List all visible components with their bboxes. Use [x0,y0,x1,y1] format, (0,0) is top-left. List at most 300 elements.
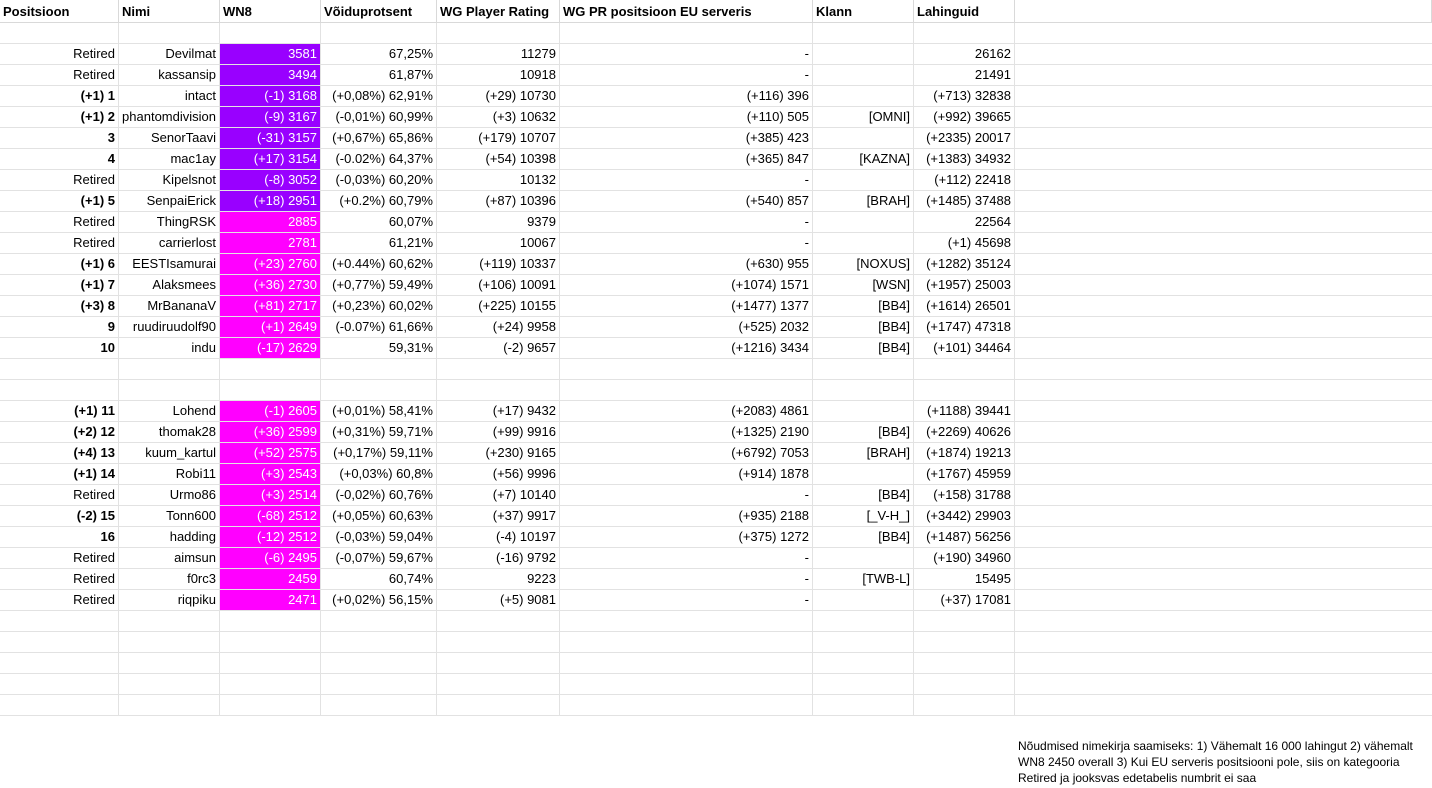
cell-empty[interactable] [321,23,437,43]
cell-win-rate[interactable]: (-0.02%) 64,37% [321,149,437,169]
cell-position[interactable]: (+2) 12 [0,422,119,442]
cell-empty[interactable] [437,359,560,379]
cell-win-rate[interactable]: (-0,03%) 60,20% [321,170,437,190]
cell-clan[interactable]: [BB4] [813,317,914,337]
cell-empty[interactable] [321,653,437,673]
cell-empty[interactable] [0,653,119,673]
cell-empty[interactable] [119,359,220,379]
cell-position[interactable]: Retired [0,569,119,589]
cell-clan[interactable] [813,65,914,85]
cell-win-rate[interactable]: (+0,01%) 58,41% [321,401,437,421]
cell-empty[interactable] [1015,527,1432,547]
cell-empty[interactable] [0,380,119,400]
cell-empty[interactable] [813,23,914,43]
cell-player-rating[interactable]: (+24) 9958 [437,317,560,337]
cell-clan[interactable] [813,128,914,148]
cell-name[interactable]: Robi11 [119,464,220,484]
cell-eu-position[interactable]: (+2083) 4861 [560,401,813,421]
cell-position[interactable]: Retired [0,170,119,190]
cell-clan[interactable]: [BRAH] [813,443,914,463]
cell-eu-position[interactable]: (+365) 847 [560,149,813,169]
cell-empty[interactable] [119,611,220,631]
cell-wn8[interactable]: 2781 [220,233,321,253]
cell-empty[interactable] [914,632,1015,652]
cell-empty[interactable] [914,611,1015,631]
cell-position[interactable]: (+1) 1 [0,86,119,106]
cell-wn8[interactable]: (-9) 3167 [220,107,321,127]
cell-empty[interactable] [1015,86,1432,106]
cell-win-rate[interactable]: (-0,01%) 60,99% [321,107,437,127]
cell-empty[interactable] [119,674,220,694]
cell-empty[interactable] [0,674,119,694]
cell-name[interactable]: phantomdivision [119,107,220,127]
cell-empty[interactable] [1015,170,1432,190]
cell-empty[interactable] [220,380,321,400]
cell-wn8[interactable]: (-8) 3052 [220,170,321,190]
cell-eu-position[interactable]: - [560,590,813,610]
cell-empty[interactable] [321,611,437,631]
cell-wn8[interactable]: 2471 [220,590,321,610]
header-klann[interactable]: Klann [813,0,914,22]
cell-wn8[interactable]: (+36) 2599 [220,422,321,442]
cell-empty[interactable] [1015,65,1432,85]
cell-clan[interactable]: [TWB-L] [813,569,914,589]
cell-empty[interactable] [1015,191,1432,211]
cell-wn8[interactable]: (+36) 2730 [220,275,321,295]
cell-empty[interactable] [1015,212,1432,232]
cell-player-rating[interactable]: (+87) 10396 [437,191,560,211]
cell-empty[interactable] [1015,44,1432,64]
cell-position[interactable]: Retired [0,65,119,85]
cell-wn8[interactable]: (+1) 2649 [220,317,321,337]
cell-position[interactable]: (+1) 2 [0,107,119,127]
cell-position[interactable]: 16 [0,527,119,547]
cell-position[interactable]: (+3) 8 [0,296,119,316]
cell-empty[interactable] [560,611,813,631]
cell-empty[interactable] [1015,485,1432,505]
cell-empty[interactable] [1015,506,1432,526]
cell-clan[interactable]: [WSN] [813,275,914,295]
cell-position[interactable]: 3 [0,128,119,148]
cell-empty[interactable] [1015,401,1432,421]
cell-empty[interactable] [1015,611,1432,631]
cell-wn8[interactable]: (-1) 3168 [220,86,321,106]
cell-position[interactable]: (-2) 15 [0,506,119,526]
cell-clan[interactable]: [BB4] [813,296,914,316]
cell-empty[interactable] [1015,464,1432,484]
cell-empty[interactable] [0,611,119,631]
cell-empty[interactable] [560,23,813,43]
cell-empty[interactable] [321,380,437,400]
cell-empty[interactable] [437,632,560,652]
cell-battles[interactable]: (+1874) 19213 [914,443,1015,463]
cell-name[interactable]: ThingRSK [119,212,220,232]
cell-clan[interactable]: [_V-H_] [813,506,914,526]
cell-position[interactable]: (+1) 11 [0,401,119,421]
header-nimi[interactable]: Nimi [119,0,220,22]
cell-battles[interactable]: (+713) 32838 [914,86,1015,106]
cell-eu-position[interactable]: - [560,212,813,232]
cell-empty[interactable] [560,380,813,400]
cell-empty[interactable] [560,695,813,715]
cell-win-rate[interactable]: (+0.2%) 60,79% [321,191,437,211]
cell-empty[interactable] [220,23,321,43]
cell-empty[interactable] [437,674,560,694]
cell-empty[interactable] [119,23,220,43]
cell-position[interactable]: 10 [0,338,119,358]
cell-empty[interactable] [1015,443,1432,463]
cell-win-rate[interactable]: 59,31% [321,338,437,358]
cell-empty[interactable] [813,695,914,715]
cell-name[interactable]: mac1ay [119,149,220,169]
cell-empty[interactable] [1015,233,1432,253]
cell-win-rate[interactable]: 60,74% [321,569,437,589]
cell-empty[interactable] [0,632,119,652]
cell-battles[interactable]: (+1487) 56256 [914,527,1015,547]
cell-empty[interactable] [560,632,813,652]
cell-clan[interactable]: [BRAH] [813,191,914,211]
cell-battles[interactable]: (+37) 17081 [914,590,1015,610]
cell-battles[interactable]: (+1485) 37488 [914,191,1015,211]
cell-name[interactable]: aimsun [119,548,220,568]
cell-empty[interactable] [813,380,914,400]
cell-win-rate[interactable]: (+0,08%) 62,91% [321,86,437,106]
cell-empty[interactable] [1015,569,1432,589]
cell-eu-position[interactable]: (+1477) 1377 [560,296,813,316]
cell-win-rate[interactable]: (-0,02%) 60,76% [321,485,437,505]
header-wg-pr-positsioon[interactable]: WG PR positsioon EU serveris [560,0,813,22]
cell-empty[interactable] [1015,149,1432,169]
cell-eu-position[interactable]: - [560,548,813,568]
cell-wn8[interactable]: (-17) 2629 [220,338,321,358]
cell-name[interactable]: SenorTaavi [119,128,220,148]
cell-win-rate[interactable]: (+0,03%) 60,8% [321,464,437,484]
cell-win-rate[interactable]: (-0,07%) 59,67% [321,548,437,568]
cell-battles[interactable]: 26162 [914,44,1015,64]
cell-empty[interactable] [220,611,321,631]
cell-battles[interactable]: (+1) 45698 [914,233,1015,253]
header-voiduprotsent[interactable]: Võiduprotsent [321,0,437,22]
cell-position[interactable]: Retired [0,548,119,568]
cell-empty[interactable] [119,380,220,400]
cell-name[interactable]: SenpaiErick [119,191,220,211]
cell-name[interactable]: hadding [119,527,220,547]
cell-empty[interactable] [1015,128,1432,148]
cell-empty[interactable] [813,632,914,652]
cell-empty[interactable] [220,359,321,379]
cell-eu-position[interactable]: (+1216) 3434 [560,338,813,358]
cell-empty[interactable] [1015,548,1432,568]
cell-battles[interactable]: (+2335) 20017 [914,128,1015,148]
cell-win-rate[interactable]: (+0,77%) 59,49% [321,275,437,295]
cell-empty[interactable] [1015,632,1432,652]
cell-player-rating[interactable]: (+37) 9917 [437,506,560,526]
cell-player-rating[interactable]: (+56) 9996 [437,464,560,484]
cell-empty[interactable] [1015,23,1432,43]
cell-empty[interactable] [1015,590,1432,610]
cell-empty[interactable] [914,674,1015,694]
cell-battles[interactable]: 22564 [914,212,1015,232]
cell-position[interactable]: (+1) 7 [0,275,119,295]
cell-wn8[interactable]: 3494 [220,65,321,85]
cell-name[interactable]: Urmo86 [119,485,220,505]
cell-player-rating[interactable]: (+3) 10632 [437,107,560,127]
cell-empty[interactable] [1015,338,1432,358]
cell-position[interactable]: Retired [0,485,119,505]
cell-name[interactable]: Tonn600 [119,506,220,526]
cell-clan[interactable] [813,233,914,253]
cell-eu-position[interactable]: - [560,569,813,589]
cell-eu-position[interactable]: (+6792) 7053 [560,443,813,463]
cell-wn8[interactable]: (+17) 3154 [220,149,321,169]
cell-name[interactable]: thomak28 [119,422,220,442]
cell-eu-position[interactable]: (+630) 955 [560,254,813,274]
cell-win-rate[interactable]: (+0,67%) 65,86% [321,128,437,148]
cell-win-rate[interactable]: (+0,17%) 59,11% [321,443,437,463]
cell-empty[interactable] [321,632,437,652]
cell-empty[interactable] [560,359,813,379]
cell-clan[interactable] [813,401,914,421]
cell-clan[interactable] [813,590,914,610]
cell-win-rate[interactable]: (+0,02%) 56,15% [321,590,437,610]
cell-battles[interactable]: 21491 [914,65,1015,85]
cell-name[interactable]: Kipelsnot [119,170,220,190]
cell-battles[interactable]: (+1747) 47318 [914,317,1015,337]
cell-empty[interactable] [321,359,437,379]
cell-position[interactable]: Retired [0,233,119,253]
cell-wn8[interactable]: (-12) 2512 [220,527,321,547]
cell-empty[interactable] [1015,695,1432,715]
cell-eu-position[interactable]: (+116) 396 [560,86,813,106]
cell-empty[interactable] [813,611,914,631]
cell-wn8[interactable]: (-1) 2605 [220,401,321,421]
cell-win-rate[interactable]: 61,87% [321,65,437,85]
cell-empty[interactable] [1015,653,1432,673]
header-wn8[interactable]: WN8 [220,0,321,22]
cell-clan[interactable] [813,548,914,568]
cell-eu-position[interactable]: - [560,65,813,85]
cell-empty[interactable] [1015,422,1432,442]
cell-position[interactable]: 4 [0,149,119,169]
cell-empty[interactable] [813,653,914,673]
cell-empty[interactable] [1015,317,1432,337]
cell-position[interactable]: Retired [0,44,119,64]
cell-eu-position[interactable]: (+914) 1878 [560,464,813,484]
cell-wn8[interactable]: (-6) 2495 [220,548,321,568]
cell-player-rating[interactable]: 11279 [437,44,560,64]
cell-clan[interactable]: [NOXUS] [813,254,914,274]
cell-wn8[interactable]: 2885 [220,212,321,232]
cell-wn8[interactable]: (-68) 2512 [220,506,321,526]
cell-position[interactable]: 9 [0,317,119,337]
cell-clan[interactable]: [BB4] [813,338,914,358]
cell-empty[interactable] [1015,296,1432,316]
cell-name[interactable]: MrBananaV [119,296,220,316]
cell-win-rate[interactable]: (+0,05%) 60,63% [321,506,437,526]
cell-player-rating[interactable]: (+5) 9081 [437,590,560,610]
cell-name[interactable]: carrierlost [119,233,220,253]
cell-clan[interactable]: [OMNI] [813,107,914,127]
cell-clan[interactable]: [KAZNA] [813,149,914,169]
cell-wn8[interactable]: 3581 [220,44,321,64]
cell-empty[interactable] [119,632,220,652]
cell-position[interactable]: (+4) 13 [0,443,119,463]
cell-empty[interactable] [1015,254,1432,274]
cell-wn8[interactable]: 2459 [220,569,321,589]
cell-empty[interactable] [0,359,119,379]
cell-empty[interactable] [0,695,119,715]
cell-empty[interactable] [437,611,560,631]
cell-win-rate[interactable]: (-0.07%) 61,66% [321,317,437,337]
cell-empty[interactable] [437,653,560,673]
cell-empty[interactable] [437,380,560,400]
cell-eu-position[interactable]: - [560,485,813,505]
cell-player-rating[interactable]: (+54) 10398 [437,149,560,169]
cell-battles[interactable]: (+3442) 29903 [914,506,1015,526]
cell-win-rate[interactable]: (+0,23%) 60,02% [321,296,437,316]
header-empty[interactable] [1015,0,1432,22]
cell-player-rating[interactable]: (+230) 9165 [437,443,560,463]
cell-win-rate[interactable]: (-0,03%) 59,04% [321,527,437,547]
cell-empty[interactable] [321,695,437,715]
cell-wn8[interactable]: (+23) 2760 [220,254,321,274]
cell-empty[interactable] [1015,359,1432,379]
cell-name[interactable]: EESTIsamurai [119,254,220,274]
cell-name[interactable]: kuum_kartul [119,443,220,463]
cell-wn8[interactable]: (+3) 2543 [220,464,321,484]
cell-wn8[interactable]: (-31) 3157 [220,128,321,148]
cell-eu-position[interactable]: (+1325) 2190 [560,422,813,442]
cell-clan[interactable] [813,212,914,232]
cell-battles[interactable]: (+158) 31788 [914,485,1015,505]
cell-empty[interactable] [119,695,220,715]
cell-player-rating[interactable]: (+179) 10707 [437,128,560,148]
cell-clan[interactable] [813,170,914,190]
cell-eu-position[interactable]: - [560,233,813,253]
requirements-note[interactable]: Nõudmised nimekirja saamiseks: 1) Vähemalt 16 000 lahingut 2) vähemalt WN8 2450 overall 3) Kui EU serveris positsiooni pole, siis on kategooria Retired ja jooksvas edetabelis numbrit ei saa [1018,739,1413,785]
cell-eu-position[interactable]: (+375) 1272 [560,527,813,547]
cell-empty[interactable] [560,653,813,673]
cell-empty[interactable] [220,653,321,673]
cell-win-rate[interactable]: (+0,31%) 59,71% [321,422,437,442]
cell-player-rating[interactable]: (-16) 9792 [437,548,560,568]
header-wg-player-rating[interactable]: WG Player Rating [437,0,560,22]
cell-win-rate[interactable]: (+0.44%) 60,62% [321,254,437,274]
cell-player-rating[interactable]: (+119) 10337 [437,254,560,274]
cell-wn8[interactable]: (+52) 2575 [220,443,321,463]
cell-battles[interactable]: (+992) 39665 [914,107,1015,127]
cell-battles[interactable]: (+1767) 45959 [914,464,1015,484]
cell-position[interactable]: Retired [0,590,119,610]
cell-empty[interactable] [914,695,1015,715]
cell-name[interactable]: riqpiku [119,590,220,610]
cell-clan[interactable] [813,86,914,106]
cell-clan[interactable]: [BB4] [813,527,914,547]
cell-name[interactable]: Devilmat [119,44,220,64]
cell-empty[interactable] [813,674,914,694]
cell-player-rating[interactable]: (+106) 10091 [437,275,560,295]
cell-eu-position[interactable]: (+1074) 1571 [560,275,813,295]
cell-name[interactable]: indu [119,338,220,358]
cell-name[interactable]: kassansip [119,65,220,85]
cell-empty[interactable] [0,23,119,43]
cell-empty[interactable] [119,653,220,673]
cell-player-rating[interactable]: 10918 [437,65,560,85]
cell-battles[interactable]: (+1383) 34932 [914,149,1015,169]
cell-clan[interactable] [813,464,914,484]
cell-position[interactable]: (+1) 14 [0,464,119,484]
cell-empty[interactable] [1015,674,1432,694]
cell-empty[interactable] [813,359,914,379]
cell-player-rating[interactable]: (-2) 9657 [437,338,560,358]
cell-wn8[interactable]: (+18) 2951 [220,191,321,211]
cell-player-rating[interactable]: 9223 [437,569,560,589]
cell-battles[interactable]: (+1282) 35124 [914,254,1015,274]
cell-clan[interactable] [813,44,914,64]
header-positsioon[interactable]: Positsioon [0,0,119,22]
cell-wn8[interactable]: (+81) 2717 [220,296,321,316]
cell-clan[interactable]: [BB4] [813,422,914,442]
cell-wn8[interactable]: (+3) 2514 [220,485,321,505]
cell-battles[interactable]: (+2269) 40626 [914,422,1015,442]
cell-empty[interactable] [437,695,560,715]
cell-empty[interactable] [914,23,1015,43]
header-lahinguid[interactable]: Lahinguid [914,0,1015,22]
cell-battles[interactable]: (+1188) 39441 [914,401,1015,421]
cell-name[interactable]: Alaksmees [119,275,220,295]
cell-player-rating[interactable]: (+225) 10155 [437,296,560,316]
cell-eu-position[interactable]: (+525) 2032 [560,317,813,337]
cell-name[interactable]: ruudiruudolf90 [119,317,220,337]
cell-empty[interactable] [1015,380,1432,400]
cell-eu-position[interactable]: (+385) 423 [560,128,813,148]
cell-name[interactable]: f0rc3 [119,569,220,589]
cell-eu-position[interactable]: (+935) 2188 [560,506,813,526]
cell-clan[interactable]: [BB4] [813,485,914,505]
cell-player-rating[interactable]: (+29) 10730 [437,86,560,106]
cell-position[interactable]: (+1) 6 [0,254,119,274]
cell-win-rate[interactable]: 60,07% [321,212,437,232]
cell-empty[interactable] [914,653,1015,673]
cell-battles[interactable]: (+112) 22418 [914,170,1015,190]
cell-player-rating[interactable]: 10067 [437,233,560,253]
cell-empty[interactable] [1015,107,1432,127]
cell-position[interactable]: (+1) 5 [0,191,119,211]
cell-player-rating[interactable]: 10132 [437,170,560,190]
cell-battles[interactable]: (+190) 34960 [914,548,1015,568]
cell-eu-position[interactable]: - [560,44,813,64]
cell-win-rate[interactable]: 67,25% [321,44,437,64]
cell-empty[interactable] [1015,275,1432,295]
cell-empty[interactable] [914,380,1015,400]
cell-empty[interactable] [220,632,321,652]
cell-empty[interactable] [560,674,813,694]
cell-battles[interactable]: 15495 [914,569,1015,589]
cell-empty[interactable] [220,674,321,694]
cell-eu-position[interactable]: - [560,170,813,190]
cell-win-rate[interactable]: 61,21% [321,233,437,253]
cell-eu-position[interactable]: (+540) 857 [560,191,813,211]
cell-position[interactable]: Retired [0,212,119,232]
cell-player-rating[interactable]: (+99) 9916 [437,422,560,442]
cell-player-rating[interactable]: (-4) 10197 [437,527,560,547]
cell-empty[interactable] [914,359,1015,379]
cell-empty[interactable] [321,674,437,694]
cell-player-rating[interactable]: (+7) 10140 [437,485,560,505]
cell-eu-position[interactable]: (+110) 505 [560,107,813,127]
cell-battles[interactable]: (+1957) 25003 [914,275,1015,295]
cell-player-rating[interactable]: 9379 [437,212,560,232]
